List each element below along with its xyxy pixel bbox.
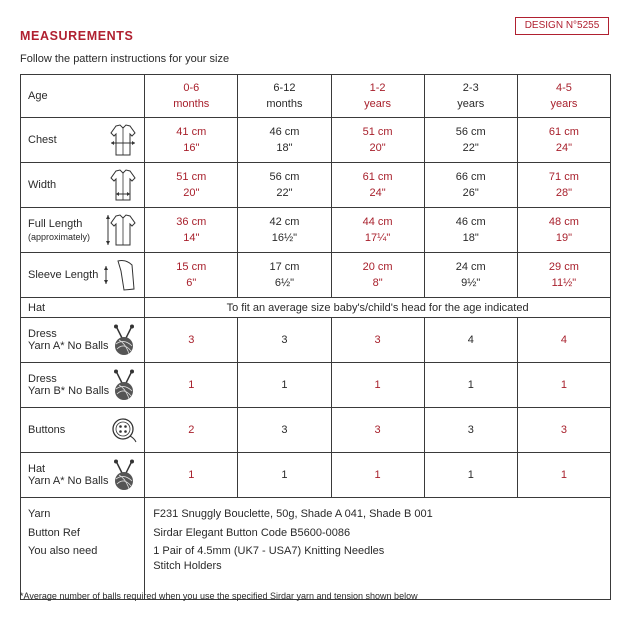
row-label-sleeve-length: Sleeve Length bbox=[21, 253, 145, 298]
dress-a-value: 3 bbox=[145, 318, 238, 363]
table-row-age bbox=[21, 75, 611, 118]
yarn-value: F231 Snuggly Bouclette, 50g, Shade A 041, Shade B 001 bbox=[153, 508, 433, 520]
chest-value: 41 cm 16" bbox=[145, 118, 238, 163]
also-need-label: You also need bbox=[28, 545, 98, 557]
dress-b-value: 1 bbox=[238, 363, 331, 408]
buttons-value: 3 bbox=[517, 408, 610, 453]
yarn-label: Yarn bbox=[28, 508, 51, 520]
table-row-materials bbox=[21, 498, 611, 600]
dress-a-value: 3 bbox=[331, 318, 424, 363]
stitch-holders-value: Stitch Holders bbox=[153, 559, 222, 572]
chest-value: 46 cm 18" bbox=[238, 118, 331, 163]
size-header: 0-6 months bbox=[145, 75, 238, 118]
needles-value: 1 Pair of 4.5mm (UK7 - USA7) Knitting Needles bbox=[153, 545, 385, 557]
size-header: 1-2 years bbox=[331, 75, 424, 118]
dress-b-value: 1 bbox=[424, 363, 517, 408]
hat-yarn-value: 1 bbox=[238, 453, 331, 498]
buttons-value: 3 bbox=[331, 408, 424, 453]
width-value: 71 cm 28" bbox=[517, 163, 610, 208]
length-value: 36 cm 14" bbox=[145, 208, 238, 253]
table-row-dress-yarn-a bbox=[21, 318, 611, 363]
buttons-value: 3 bbox=[238, 408, 331, 453]
dress-b-value: 1 bbox=[517, 363, 610, 408]
button-ref-label: Button Ref bbox=[28, 526, 80, 539]
hat-yarn-value: 1 bbox=[331, 453, 424, 498]
size-header: 6-12 months bbox=[238, 75, 331, 118]
dress-a-value: 4 bbox=[517, 318, 610, 363]
dress-b-value: 1 bbox=[145, 363, 238, 408]
sleeve-icon bbox=[94, 257, 138, 293]
row-label-dress-yarn-a: Dress Yarn A* No Balls bbox=[21, 318, 145, 363]
row-label-age: Age bbox=[21, 75, 145, 118]
length-value: 42 cm 16½" bbox=[238, 208, 331, 253]
yarn-ball-icon bbox=[110, 369, 138, 401]
width-value: 51 cm 20" bbox=[145, 163, 238, 208]
sleeve-value: 29 cm 11½" bbox=[517, 253, 610, 298]
yarn-ball-icon bbox=[110, 459, 138, 491]
design-number-badge: DESIGN N°5255 bbox=[515, 17, 609, 35]
sleeve-value: 15 cm 6" bbox=[145, 253, 238, 298]
row-label-buttons: Buttons bbox=[21, 408, 145, 453]
buttons-value: 3 bbox=[424, 408, 517, 453]
width-value: 61 cm 24" bbox=[331, 163, 424, 208]
width-value: 56 cm 22" bbox=[238, 163, 331, 208]
hat-yarn-value: 1 bbox=[424, 453, 517, 498]
size-header: 4-5 years bbox=[517, 75, 610, 118]
width-value: 66 cm 26" bbox=[424, 163, 517, 208]
row-label-full-length: Full Length (approximately) bbox=[21, 208, 145, 253]
table-row-chest bbox=[21, 118, 611, 163]
dress-a-value: 3 bbox=[238, 318, 331, 363]
cardigan-length-icon bbox=[104, 212, 138, 248]
buttons-value: 2 bbox=[145, 408, 238, 453]
measurements-table bbox=[20, 74, 611, 600]
page-subtitle: Follow the pattern instructions for your size bbox=[20, 53, 230, 65]
row-label-hat: Hat bbox=[21, 298, 145, 318]
sleeve-value: 20 cm 8" bbox=[331, 253, 424, 298]
button-icon bbox=[110, 416, 138, 444]
materials-labels bbox=[21, 498, 145, 600]
length-value: 46 cm 18" bbox=[424, 208, 517, 253]
yarn-ball-icon bbox=[110, 324, 138, 356]
dress-b-value: 1 bbox=[331, 363, 424, 408]
table-row-hat bbox=[21, 298, 611, 318]
materials-values bbox=[145, 498, 611, 600]
dress-a-value: 4 bbox=[424, 318, 517, 363]
cardigan-width-icon bbox=[108, 168, 138, 202]
table-row-dress-yarn-b bbox=[21, 363, 611, 408]
sleeve-value: 24 cm 9½" bbox=[424, 253, 517, 298]
table-row-hat-yarn-a bbox=[21, 453, 611, 498]
table-row-full-length bbox=[21, 208, 611, 253]
size-header: 2-3 years bbox=[424, 75, 517, 118]
chest-value: 51 cm 20" bbox=[331, 118, 424, 163]
row-label-dress-yarn-b: Dress Yarn B* No Balls bbox=[21, 363, 145, 408]
hat-yarn-value: 1 bbox=[145, 453, 238, 498]
chest-value: 56 cm 22" bbox=[424, 118, 517, 163]
table-row-width bbox=[21, 163, 611, 208]
row-note-approx: (approximately) bbox=[28, 232, 91, 242]
cardigan-chest-icon bbox=[108, 123, 138, 157]
table-row-buttons bbox=[21, 408, 611, 453]
table-row-sleeve-length bbox=[21, 253, 611, 298]
sleeve-value: 17 cm 6½" bbox=[238, 253, 331, 298]
row-label-hat-yarn-a: Hat Yarn A* No Balls bbox=[21, 453, 145, 498]
page-title: MEASUREMENTS bbox=[20, 29, 134, 43]
length-value: 44 cm 17¼" bbox=[331, 208, 424, 253]
footnote: *Average number of balls required when you use the specified Sirdar yarn and tension shown below bbox=[20, 591, 418, 601]
hat-size-note: To fit an average size baby's/child's head for the age indicated bbox=[145, 298, 611, 318]
button-ref-value: Sirdar Elegant Button Code B5600-0086 bbox=[153, 526, 351, 539]
row-label-chest: Chest bbox=[21, 118, 145, 163]
hat-yarn-value: 1 bbox=[517, 453, 610, 498]
length-value: 48 cm 19" bbox=[517, 208, 610, 253]
chest-value: 61 cm 24" bbox=[517, 118, 610, 163]
row-label-width: Width bbox=[21, 163, 145, 208]
